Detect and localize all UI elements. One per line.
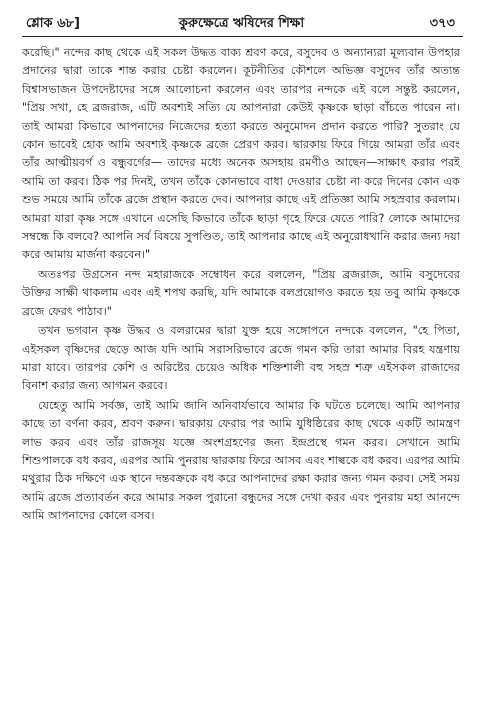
paragraph: করেছি।" নন্দের কাছ থেকে এই সকল উদ্ধত বাক্য শ্রবণ করে, বসুদেব ও অন্যান্যরা মূল্যবান উপহার প্রদানের দ্বারা তাকে শান্ত করার চেষ্টা করলেন। কূটনীতির কৌশলে অভিজ্ঞ বসুদেব তাঁর অত্যন্ত বিশ্বাসভাজন উপদেষ্টাদের সঙ্গে আলোচনা করলেন এবং তারপর নন্দকে এই বলে সন্তুষ্ট করলেন, "প্রিয় সখা, হে ব্রজরাজ, এটি অবশ্যই সত্যি যে আপনারা কেউই কৃষ্ণকে ছাড়া বাঁচতে পারেন না। তাই আমরা কিভাবে আপনাদের নিজেদের হত্যা করতে অনুমোদন প্রদান করতে পারি? সুতরাং যে কোন ভাবেই হোক আমি অবশ্যই কৃষ্ণকে ব্রজে প্রেরণ করব। দ্বারকায় ফিরে গিয়ে আমরা তাঁর এবং তাঁর আত্মীয়বর্গ ও বন্ধুবর্গের— তাদের মধ্যে অনেক অসহায় রমণীও আছেন—সাক্ষাৎ করার পরই আমি তা করব। ঠিক পর দিনই, তখন তাঁকে কোনভাবে বাধা দেওয়ার চেষ্টা না করে দিনের কোন এক শুভ সময়ে আমি তাঁকে ব্রজে প্রস্থান করতে দেব। আপনার কাছে এই প্রতিজ্ঞা আমি সহস্রবার করলাম। আমরা যারা কৃষ্ণ সঙ্গে এখানে এসেছি কিভাবে তাঁকে ছাড়া গৃহে ফিরে যেতে পারি? লোকে আমাদের সম্বন্ধে কি বলবে? আপনি সর্ব বিষয়ে সুপণ্ডিত, তাই আপনার কাছে এই অনুরোধখানি করার জন্য দয়া করে আমায় মার্জনা করবেন।" (22, 46, 460, 262)
paragraph: যেহেতু আমি সর্বজ্ঞ, তাই আমি জানি অনিবার্যভাবে আমার কি ঘটতে চলেছে। আমি আপনার কাছে তা বর্ণনা করব, শ্রবণ করুন। দ্বারকায় ফেরার পর আমি যুধিষ্ঠিরের কাছ থেকে একটি আমন্ত্রণ লাভ করব এবং তাঁর রাজসূয় যজ্ঞে অংশগ্রহণের জন্য ইন্দ্রপ্রস্থে গমন করব। সেখানে আমি শিশুপালকে বধ করব, এরপর আমি পুনরায় দ্বারকায় ফিরে আসব এবং শাল্বকে বধ করব। এরপর আমি মথুরার ঠিক দক্ষিণে এক স্থানে দন্তবক্রকে বধ করে আপনাদের রক্ষা করার জন্য গমন করব। সেই সময় আমি ব্রজে প্রত্যাবর্তন করে আমার সকল পুরানো বন্ধুদের সঙ্গে দেখা করব এবং পুনরায় মহা আনন্দে আমি আপনাদের কোলে বসব। (22, 398, 460, 523)
header-divider (22, 36, 463, 37)
running-header (22, 14, 461, 34)
paragraph: তখন ভগবান কৃষ্ণ উদ্ধব ও বলরামের দ্বারা যুক্ত হয়ে সঙ্গোপনে নন্দকে বললেন, "হে পিতা, এইসকল বৃষ্ণিদের ছেড়ে আজ যদি আমি সরাসরিভাবে ব্রজে গমন করি তারা আমার বিরহ যন্ত্রণায় মারা যাবে। তারপর কেশি ও অরিষ্টের চেয়েও অধিক শক্তিশালী বহু সহস্র শত্রু এইসকল রাজাদের বিনাশ করার জন্য আগমন করবে। (22, 324, 460, 393)
page-number: ৩৭৩ (429, 16, 455, 31)
paragraph: অতঃপর উগ্রসেন নন্দ মহারাজকে সম্বোধন করে বললেন, "প্রিয় ব্রজরাজ, আমি বসুদেবের উক্তির সাক্ষী থাকলাম এবং এই শপথ করছি, যদি আমাকে বলপ্রয়োগও করতে হয় তবু আমি কৃষ্ণকে ব্রজে ফেরৎ পাঠাব।" (22, 267, 460, 318)
chapter-title: কুরুক্ষেত্রে ঋষিদের শিক্ষা (178, 16, 305, 31)
body-text (22, 44, 460, 527)
verse-reference: শ্লোক ৬৮] (26, 16, 80, 31)
